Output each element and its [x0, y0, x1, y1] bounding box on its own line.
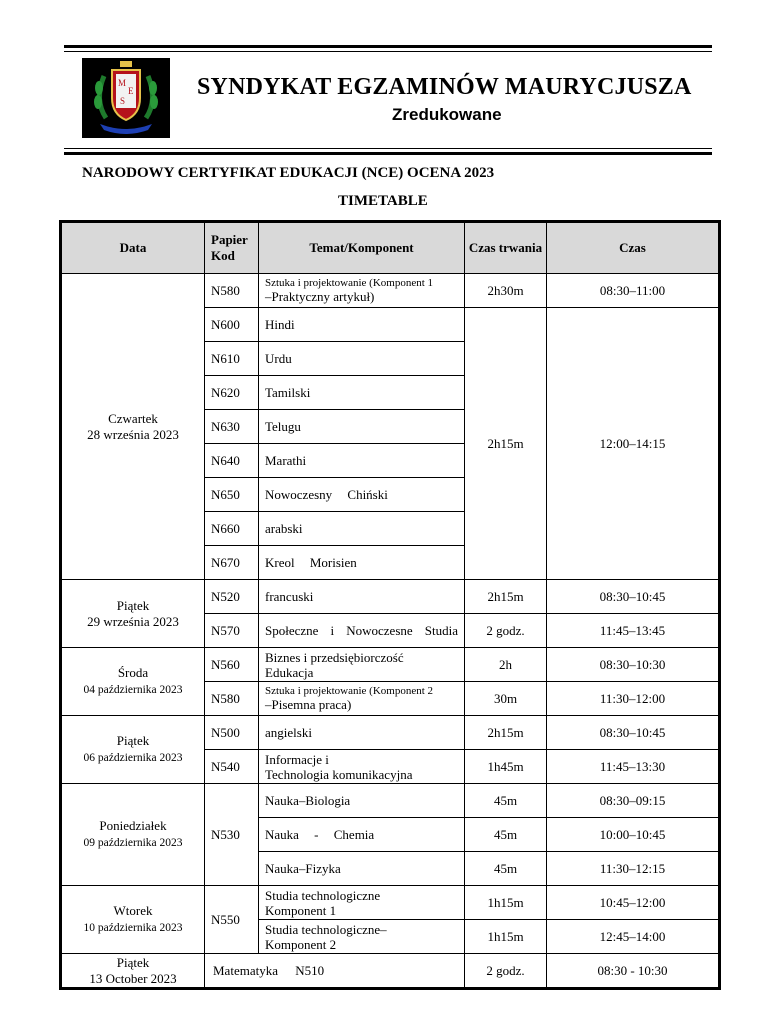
time-cell: 12:00–14:15: [547, 308, 720, 580]
subject-cell: angielski: [259, 716, 465, 750]
paper-code: N600: [205, 308, 259, 342]
table-row: [61, 716, 720, 750]
exam-timetable: [59, 220, 721, 990]
subject-cell: Sztuka i projektowanie (Komponent 2 –Pisemna praca): [259, 682, 465, 716]
time-cell: 11:30–12:15: [547, 852, 720, 886]
organization-logo: [82, 58, 170, 138]
date-cell: Poniedziałek 09 października 2023: [61, 784, 205, 886]
date-cell: Piątek 06 października 2023: [61, 716, 205, 784]
date-cell: Czwartek 28 września 2023: [61, 274, 205, 580]
time-cell: 11:45–13:45: [547, 614, 720, 648]
top-rule-thick: [64, 45, 712, 48]
header-bottom-rule-thin: [64, 148, 712, 149]
table-row: [61, 648, 720, 682]
paper-code: N580: [205, 682, 259, 716]
subject-cell: Marathi: [259, 444, 465, 478]
subject-cell: Nowoczesny Chiński: [259, 478, 465, 512]
subject-cell: Biznes i przedsiębiorczość Edukacja: [259, 648, 465, 682]
paper-code: N650: [205, 478, 259, 512]
time-cell: 11:30–12:00: [547, 682, 720, 716]
document-subtitle: TIMETABLE: [338, 193, 428, 209]
duration-cell: 2h15m: [465, 580, 547, 614]
date-cell: Piątek 13 October 2023: [61, 954, 205, 989]
date-cell: Środa 04 października 2023: [61, 648, 205, 716]
logo-letter: M: [118, 78, 127, 88]
table-row: [61, 954, 720, 989]
date-cell: Piątek 29 września 2023: [61, 580, 205, 648]
duration-cell: 45m: [465, 852, 547, 886]
time-cell: 08:30–10:30: [547, 648, 720, 682]
subject-cell: Sztuka i projektowanie (Komponent 1 –Praktyczny artykuł): [259, 274, 465, 308]
header-date: Data: [61, 222, 205, 274]
paper-code: N540: [205, 750, 259, 784]
subject-cell: Telugu: [259, 410, 465, 444]
time-cell: 08:30–10:45: [547, 580, 720, 614]
duration-cell: 2h15m: [465, 308, 547, 580]
table-row: [61, 580, 720, 614]
header-duration: Czas trwania: [465, 222, 547, 274]
time-cell: 08:30–09:15: [547, 784, 720, 818]
duration-cell: 2h15m: [465, 716, 547, 750]
svg-text:E: E: [128, 86, 134, 96]
subject-cell: Kreol Morisien: [259, 546, 465, 580]
document-title: NARODOWY CERTYFIKAT EDUKACJI (NCE) OCENA 2023: [82, 165, 495, 181]
paper-code: N520: [205, 580, 259, 614]
duration-cell: 2 godz.: [465, 614, 547, 648]
subject-cell: Informacje i Technologia komunikacyjna: [259, 750, 465, 784]
paper-code: N570: [205, 614, 259, 648]
time-cell: 10:45–12:00: [547, 886, 720, 920]
header-time: Czas: [547, 222, 720, 274]
header-code: Papier Kod: [205, 222, 259, 274]
duration-cell: 2 godz.: [465, 954, 547, 989]
duration-cell: 1h45m: [465, 750, 547, 784]
subject-cell: Społeczne i Nowoczesne Studia: [259, 614, 465, 648]
paper-code: N630: [205, 410, 259, 444]
paper-code: N500: [205, 716, 259, 750]
time-cell: 10:00–10:45: [547, 818, 720, 852]
duration-cell: 45m: [465, 818, 547, 852]
paper-code: N550: [205, 886, 259, 954]
time-cell: 08:30–11:00: [547, 274, 720, 308]
duration-cell: 1h15m: [465, 886, 547, 920]
table-header-row: [61, 222, 720, 274]
date-cell: Wtorek 10 października 2023: [61, 886, 205, 954]
organization-subtitle: Zredukowane: [392, 105, 502, 124]
subject-cell: Studia technologiczne– Komponent 2: [259, 920, 465, 954]
paper-code: N660: [205, 512, 259, 546]
subject-cell: francuski: [259, 580, 465, 614]
table-row: [61, 784, 720, 818]
subject-cell: Nauka - Chemia: [259, 818, 465, 852]
header-bottom-rule-thick: [64, 152, 712, 155]
subject-cell: Matematyka N510: [205, 954, 465, 989]
organization-name: SYNDYKAT EGZAMINÓW MAURYCJUSZA: [197, 74, 692, 100]
subject-cell: arabski: [259, 512, 465, 546]
header-subject: Temat/Komponent: [259, 222, 465, 274]
paper-code: N580: [205, 274, 259, 308]
time-cell: 12:45–14:00: [547, 920, 720, 954]
duration-cell: 2h: [465, 648, 547, 682]
subject-cell: Tamilski: [259, 376, 465, 410]
table-row: [61, 274, 720, 308]
time-cell: 08:30 - 10:30: [547, 954, 720, 989]
subject-cell: Studia technologiczne Komponent 1: [259, 886, 465, 920]
duration-cell: 1h15m: [465, 920, 547, 954]
paper-code: N670: [205, 546, 259, 580]
subject-cell: Nauka–Fizyka: [259, 852, 465, 886]
svg-text:S: S: [120, 96, 126, 106]
paper-code: N560: [205, 648, 259, 682]
subject-cell: Hindi: [259, 308, 465, 342]
paper-code: N610: [205, 342, 259, 376]
laurel-crest-icon: [82, 58, 170, 138]
top-rule-thin: [64, 51, 712, 52]
duration-cell: 45m: [465, 784, 547, 818]
table-row: [61, 886, 720, 920]
paper-code: N530: [205, 784, 259, 886]
subject-cell: Urdu: [259, 342, 465, 376]
subject-cell: Nauka–Biologia: [259, 784, 465, 818]
time-cell: 11:45–13:30: [547, 750, 720, 784]
time-cell: 08:30–10:45: [547, 716, 720, 750]
paper-code: N620: [205, 376, 259, 410]
duration-cell: 2h30m: [465, 274, 547, 308]
duration-cell: 30m: [465, 682, 547, 716]
paper-code: N640: [205, 444, 259, 478]
